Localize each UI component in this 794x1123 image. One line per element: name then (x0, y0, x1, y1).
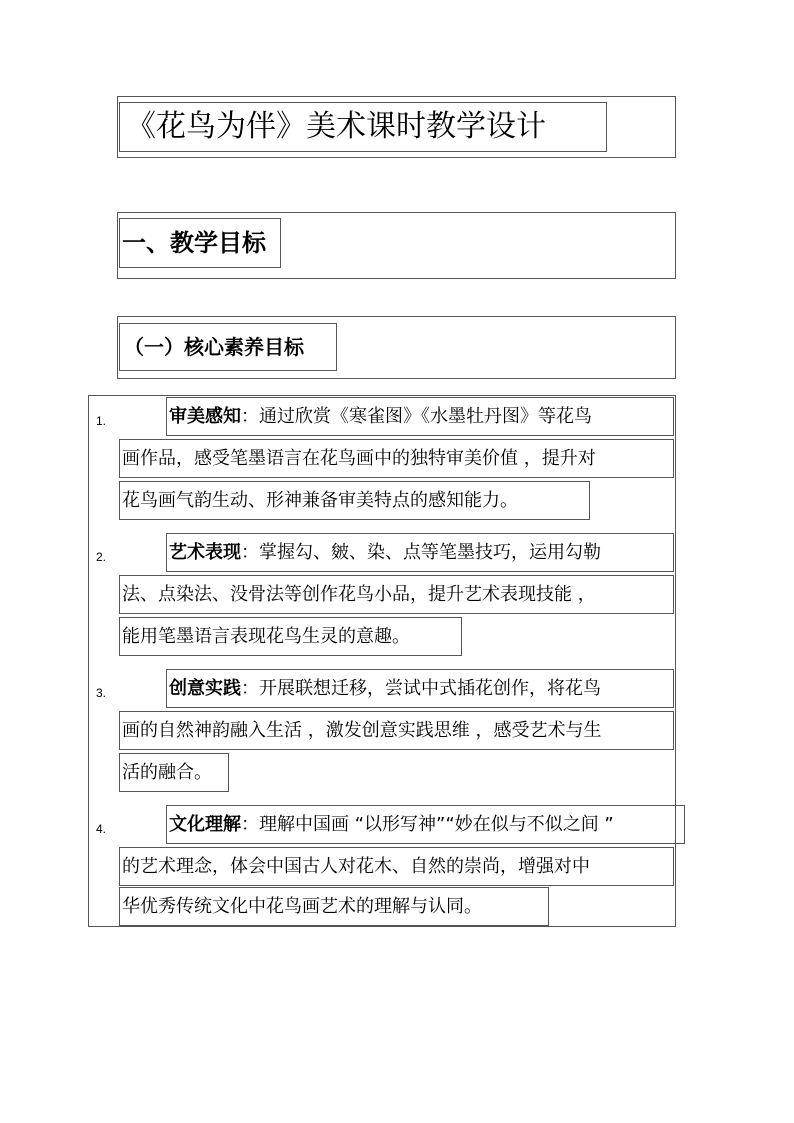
item-text: ：理解中国画 “以形写神”“妙在似与不似之间 ” (241, 814, 614, 835)
section-heading: 一、教学目标 (119, 218, 281, 268)
item-line: 能用笔墨语言表现花鸟生灵的意趣。 (119, 617, 462, 656)
subsection-heading: （一）核心素养目标 (119, 323, 337, 371)
item-term: 艺术表现 (169, 542, 241, 563)
item-term: 文化理解 (169, 814, 241, 835)
item-term: 审美感知 (169, 406, 241, 427)
item-term: 创意实践 (169, 678, 241, 699)
item-text: ：通过欣赏《寒雀图》《水墨牡丹图》等花鸟 (241, 406, 592, 427)
item-line (166, 533, 674, 572)
item-line: 画的自然神韵融入生活 ，激发创意实践思维 ，感受艺术与生 (119, 711, 674, 750)
item-number: 4. (96, 822, 107, 836)
item-line: 法、点染法、没骨法等创作花鸟小品，提升艺术表现技能 ， (119, 575, 674, 614)
item-number: 3. (96, 686, 107, 700)
item-line (166, 397, 674, 436)
item-number: 1. (96, 414, 107, 428)
item-line: 华优秀传统文化中花鸟画艺术的理解与认同。 (119, 887, 549, 926)
item-text: ：开展联想迁移，尝试中式插花创作，将花鸟 (241, 678, 601, 699)
item-line: 画作品，感受笔墨语言在花鸟画中的独特审美价值 ，提升对 (119, 439, 674, 478)
item-line (166, 669, 674, 708)
item-line: 花鸟画气韵生动、形神兼备审美特点的感知能力。 (119, 481, 590, 520)
item-text: ：掌握勾、皴、染、点等笔墨技巧，运用勾勒 (241, 542, 601, 563)
item-line (166, 805, 685, 844)
item-line: 活的融合。 (119, 753, 229, 792)
item-number: 2. (96, 550, 107, 564)
item-line: 的艺术理念，体会中国古人对花木、自然的崇尚，增强对中 (119, 847, 674, 886)
document-title: 《花鸟为伴》美术课时教学设计 (119, 102, 607, 152)
